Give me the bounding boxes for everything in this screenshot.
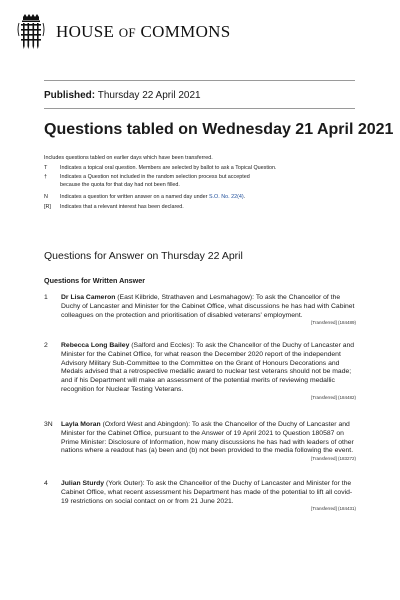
standing-order-link[interactable]: S.O. No. 22(4): [208, 194, 244, 200]
key-code: T: [44, 165, 48, 171]
question-body: [61, 480, 356, 512]
question-number: 3N: [44, 421, 53, 428]
question-reference: [Transferred] (184482): [311, 394, 356, 400]
key-code: N: [44, 194, 48, 200]
question-item: [44, 342, 356, 401]
question-text: To ask the Chancellor of the Duchy of Lancaster and Minister for the Cabinet Office, pursuant to the Answer of 19 April 2021 to Question 180587 on Prime Minister: Disclosure of Information, how many discussions he has had with leaders of other nations where a readout has (a) been and (b) not been provided to the media following the event.: [61, 421, 354, 455]
member-constituency: (Salford and Eccles):: [131, 342, 195, 349]
key-item-topical: [44, 165, 364, 173]
top-divider: [44, 80, 355, 81]
published-label: Published:: [44, 90, 96, 101]
question-number: 1: [44, 294, 48, 301]
logo-word-commons: COMMONS: [140, 22, 231, 41]
question-body: [61, 342, 356, 401]
question-body: [61, 294, 356, 326]
logo-word-of: OF: [118, 25, 136, 40]
key-item-relevant-interest: [44, 204, 364, 212]
member-name: Layla Moran: [61, 421, 101, 428]
question-text: To ask the Chancellor of the Duchy of Lancaster and Minister for the Cabinet Office, for what reason the December 2020 report of the independent Advisory Military Sub-Committee to the Committee on the Grant of Honours Decorations and Medals advised that a retrospective medallic award to nuclear test veterans should not be made; and if his Department will make an assessment of the potential merits of reviewing medallic recognition for Nuclear Testing Veterans.: [61, 342, 355, 393]
member-constituency: (Oxford West and Abingdon):: [102, 421, 191, 428]
key-description: Indicates that a relevant interest has been declared.: [60, 204, 184, 210]
key-code: †: [44, 174, 47, 180]
published-date: Thursday 22 April 2021: [97, 90, 201, 101]
question-reference: [Transferred] (183272): [311, 456, 356, 462]
question-item: [44, 294, 356, 326]
member-name: Julian Sturdy: [61, 480, 105, 487]
question-number: 4: [44, 480, 48, 487]
question-number: 2: [44, 342, 48, 349]
question-item: [44, 480, 356, 512]
key-item-named-day: [44, 194, 364, 202]
intro-text: Includes questions tabled on earlier days which have been transferred.: [44, 155, 213, 161]
member-name: Rebecca Long Bailey: [61, 342, 130, 349]
house-of-commons-logo: [16, 12, 230, 52]
question-text: To ask the Chancellor of the Duchy of Lancaster and Minister for the Cabinet Office, what recent assessment his Department has made of the potential to lift all covid-19 restrictions on social contact on or from 21 June 2021.: [61, 480, 353, 505]
question-text: To ask the Chancellor of the Duchy of Lancaster and Minister for the Cabinet Office, what discussions he has had with Cabinet colleagues on the protection and prioritisation of disabled veterans' employment.: [61, 294, 355, 319]
published-divider: [44, 108, 355, 109]
question-reference: [Transferred] (184431): [311, 506, 356, 512]
logo-word-house: HOUSE: [56, 22, 115, 41]
question-item: [44, 421, 356, 462]
key-description: Indicates a Question not included in the random selection process but accepted because the quota for that day had not been filled.: [60, 174, 250, 188]
key-code: [R]: [44, 204, 51, 210]
member-name: Dr Lisa Cameron: [61, 294, 116, 301]
question-reference: [Transferred] (184489): [311, 320, 356, 326]
logo-wordmark: [56, 22, 230, 42]
member-constituency: (East Kilbride, Strathaven and Lesmahagow):: [117, 294, 255, 301]
published-line: [44, 90, 201, 101]
key-description: Indicates a question for written answer on a named day under S.O. No. 22(4).: [60, 194, 246, 200]
portcullis-icon: [16, 14, 46, 50]
section-title: Questions for Answer on Thursday 22 April: [44, 250, 243, 262]
key-item-quota: [44, 174, 364, 189]
question-body: [61, 421, 356, 462]
page-title: Questions tabled on Wednesday 21 April 2021: [44, 121, 394, 138]
key-description: Indicates a topical oral question. Members are selected by ballot to ask a Topical Question.: [60, 165, 277, 171]
member-constituency: (York Outer):: [105, 480, 145, 487]
subsection-title: Questions for Written Answer: [44, 276, 146, 285]
